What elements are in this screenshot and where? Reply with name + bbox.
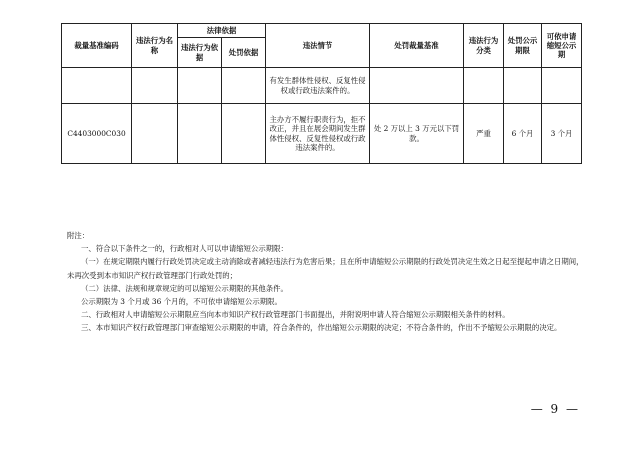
note-item-1a: （一）在规定期限内履行行政处罚决定或主动消除或者减轻违法行为危害后果；且在所申请缩短公示期限的行政处罚决定生效之日起至提起申请之日期间，未再次受到本市知识产权行政管理部门行政处罚的； — [67, 257, 584, 280]
cell-violation-basis — [178, 68, 222, 104]
header-penalty-standard: 处罚裁量基准 — [370, 24, 464, 68]
note-item-1c: 公示期限为 3 个月或 36 个月的，不可依申请缩短公示期限。 — [81, 297, 282, 307]
header-code: 裁量基准编码 — [62, 24, 132, 68]
header-circumstances: 违法情节 — [266, 24, 370, 68]
cell-publicity-period — [504, 68, 542, 104]
header-legal-basis: 法律依据 — [178, 24, 266, 38]
header-violation-basis: 违法行为依据 — [178, 38, 222, 68]
cell-violation-basis — [178, 104, 222, 164]
cell-circumstances: 有发生群体性侵权、反复性侵权或行政违法案件的。 — [266, 68, 370, 104]
cell-act-name — [132, 68, 178, 104]
header-classification: 违法行为分类 — [464, 24, 504, 68]
cell-penalty-standard: 处 2 万以上 3 万元以下罚款。 — [370, 104, 464, 164]
header-row-1 — [62, 24, 582, 38]
cell-shortened-period — [542, 68, 582, 104]
notes-section — [67, 229, 585, 335]
cell-penalty-standard — [370, 68, 464, 104]
cell-penalty-basis — [222, 104, 266, 164]
cell-act-name — [132, 104, 178, 164]
cell-penalty-basis — [222, 68, 266, 104]
note-item-2: 二、行政相对人申请缩短公示期限应当向本市知识产权行政管理部门书面提出，并附说明申请人符合缩短公示期限相关条件的材料。 — [81, 310, 510, 320]
note-item-1: 一、符合以下条件之一的，行政相对人可以申请缩短公示期限： — [81, 244, 288, 254]
note-item-1b: （二）法律、法规和规章规定的可以缩短公示期限的其他条件。 — [81, 283, 288, 293]
page-number: — 9 — — [530, 402, 580, 416]
cell-publicity-period: 6 个月 — [504, 104, 542, 164]
header-shortened-period: 可依申请缩短公示期 — [542, 24, 582, 68]
discretion-table — [61, 23, 582, 164]
cell-classification: 严重 — [464, 104, 504, 164]
header-penalty-basis: 处罚依据 — [222, 38, 266, 68]
note-item-3: 三、本市知识产权行政管理部门审查缩短公示期限的申请，符合条件的，作出缩短公示期限的决定；不符合条件的，作出不予缩短公示期限的决定。 — [81, 323, 562, 333]
cell-code — [62, 68, 132, 104]
header-publicity-period: 处罚公示期限 — [504, 24, 542, 68]
header-act-name: 违法行为名称 — [132, 24, 178, 68]
cell-circumstances: 主办方不履行职责行为，拒不改正，并且在展会期间发生群体性侵权、反复性侵权或行政违法案件的。 — [266, 104, 370, 164]
cell-code: C4403000C030 — [62, 104, 132, 164]
cell-shortened-period: 3 个月 — [542, 104, 582, 164]
cell-classification — [464, 68, 504, 104]
table-row — [62, 68, 582, 104]
notes-heading: 附注： — [67, 231, 90, 240]
table-row — [62, 104, 582, 164]
